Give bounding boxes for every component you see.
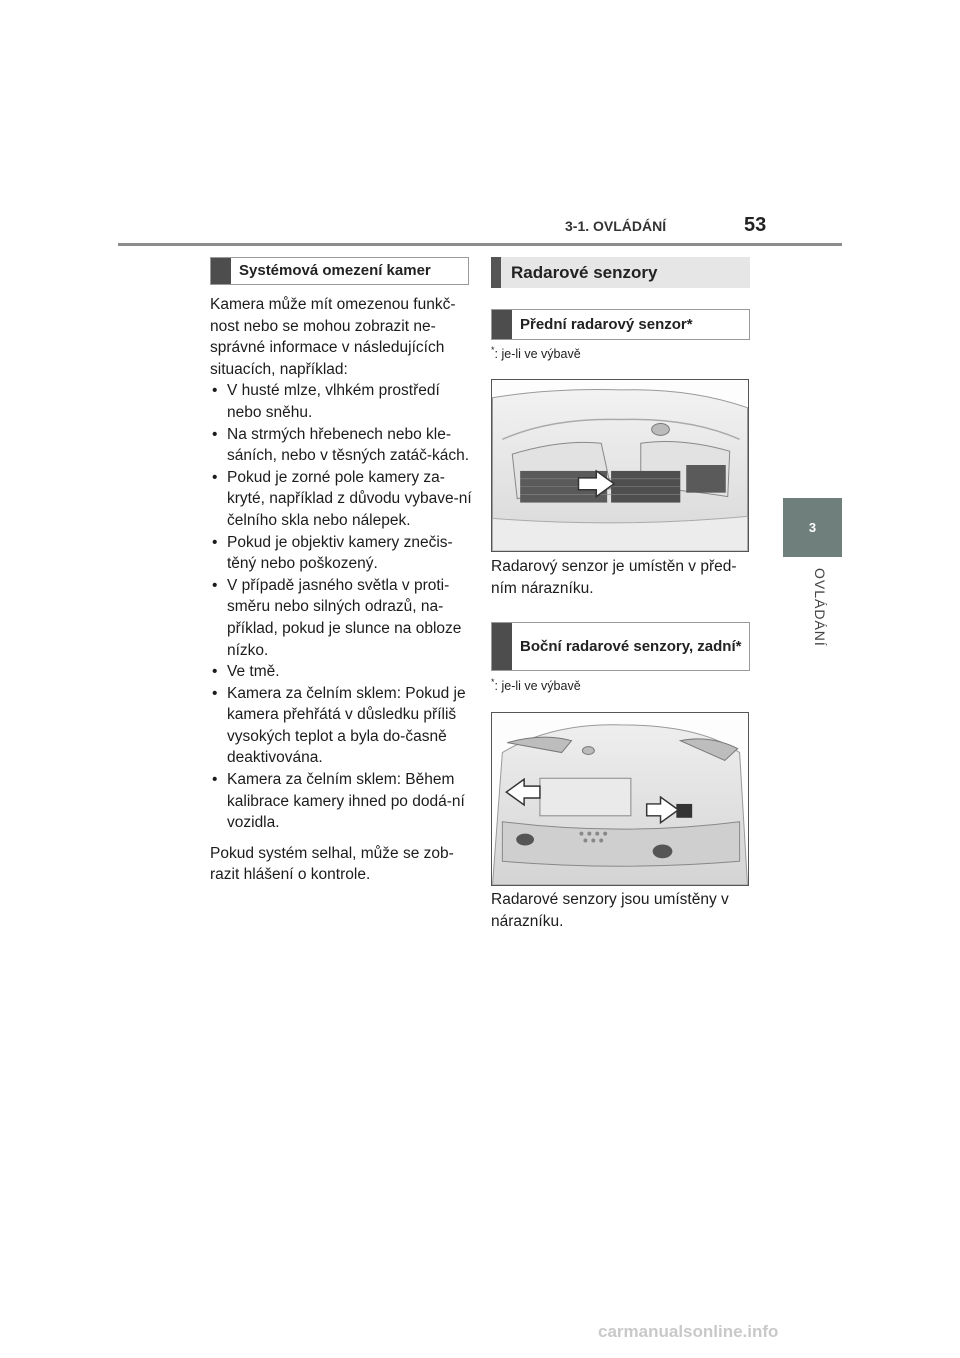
camera-limits-heading-text: Systémová omezení kamer [239, 262, 431, 279]
footnote-text: : je-li ve výbavě [494, 347, 581, 362]
chapter-tab-label: OVLÁDÁNÍ [812, 568, 828, 647]
footnote-mark: * [491, 345, 495, 355]
header-divider [118, 243, 842, 246]
watermark: carmanualsonline.info [598, 1322, 779, 1341]
section-title: 3-1. OVLÁDÁNÍ [565, 218, 667, 234]
heading-bar [491, 257, 501, 288]
rear-radar-caption: Radarové senzory jsou umístěny v nárazníku. [491, 891, 729, 930]
radar-sensors-heading [491, 257, 750, 288]
list-item: • Ve tmě. [210, 661, 472, 683]
list-item: • Kamera za čelním sklem: Během kalibrace kamery ihned po dodá-ní vozidla. [210, 769, 472, 834]
chapter-tab: 3 [783, 498, 842, 557]
page-number: 53 [744, 214, 767, 236]
list-item: • Pokud je zorné pole kamery za-kryté, například z důvodu vybave-ní čelního skla nebo nálepek. [210, 467, 472, 532]
front-bumper-illustration [491, 379, 749, 552]
camera-limits-list [210, 380, 472, 833]
camera-limits-heading [210, 257, 469, 285]
radar-sensors-heading-text: Radarové senzory [511, 262, 658, 282]
camera-limits-closing: Pokud systém selhal, může se zob-razit hlášení o kontrole. [210, 844, 454, 884]
front-radar-heading [491, 309, 750, 340]
rear-radar-heading [491, 622, 750, 671]
list-item: • Kamera za čelním sklem: Pokud je kamera přehřátá v důsledku příliš vysokých teplot a byla do-časně deaktivována. [210, 683, 472, 769]
front-radar-caption: Radarový senzor je umístěn v před-ním nárazníku. [491, 558, 737, 597]
heading-bar [492, 623, 512, 670]
heading-bar [492, 310, 512, 339]
list-item: • V husté mlze, vlhkém prostředí nebo sněhu. [210, 380, 472, 423]
front-radar-heading-text: Přední radarový senzor* [520, 315, 693, 333]
list-item: • Na strmých hřebenech nebo kle-sáních, nebo v těsných zatáč-kách. [210, 424, 472, 467]
footnote-mark: * [491, 677, 495, 687]
list-item: • Pokud je objektiv kamery znečis-těný nebo poškozený. [210, 532, 472, 575]
camera-limits-body [210, 294, 472, 886]
front-radar-footnote [491, 345, 581, 361]
rear-radar-footnote [491, 677, 581, 693]
rear-bumper-drawing [492, 713, 748, 885]
rear-radar-heading-text: Boční radarové senzory, zadní* [520, 638, 742, 655]
footnote-text: : je-li ve výbavě [494, 679, 581, 694]
rear-bumper-illustration [491, 712, 749, 886]
list-item: • V případě jasného světla v proti-směru nebo silných odrazů, na-příklad, pokud je slunce na obloze nízko. [210, 575, 472, 661]
camera-limits-intro: Kamera může mít omezenou funkč-nost nebo se mohou zobrazit ne-správné informace v následujících situacích, například: [210, 296, 456, 378]
front-bumper-drawing [492, 380, 748, 551]
heading-bar [211, 258, 231, 284]
